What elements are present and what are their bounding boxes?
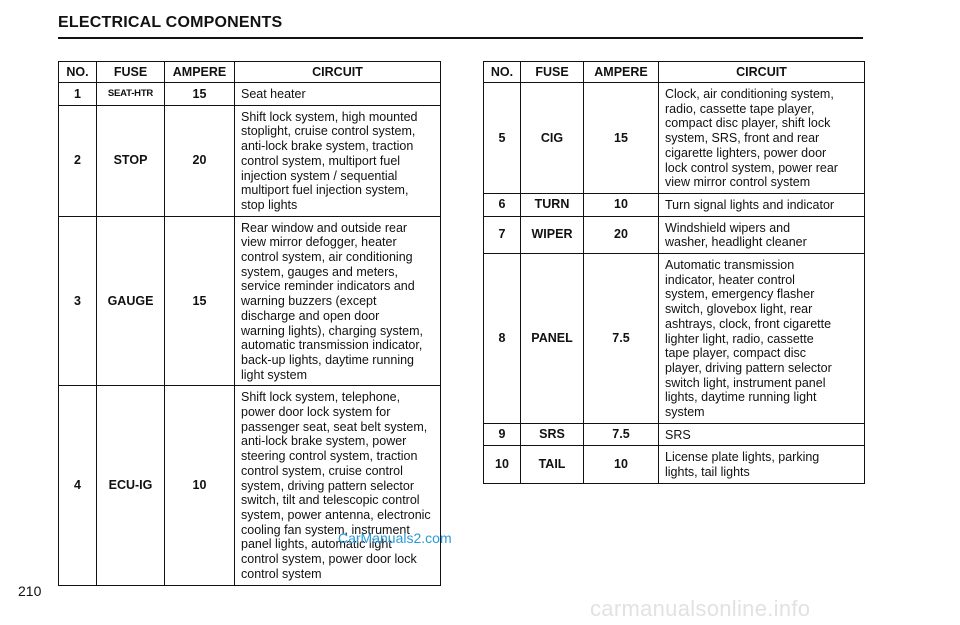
fuse-number: 8 [484, 254, 521, 424]
table-row [484, 254, 865, 424]
header-fuse: FUSE [521, 62, 584, 83]
fuse-table-left [58, 61, 441, 586]
fuse-number: 10 [484, 446, 521, 483]
fuse-number: 9 [484, 423, 521, 446]
fuse-ampere: 10 [584, 193, 659, 216]
table-header-row [59, 62, 441, 83]
table-row [484, 423, 865, 446]
page-title: ELECTRICAL COMPONENTS [58, 14, 283, 31]
fuse-ampere: 7.5 [584, 254, 659, 424]
fuse-number: 3 [59, 216, 97, 386]
fuse-table-right [483, 61, 865, 484]
fuse-circuit: Seat heater [235, 83, 441, 106]
fuse-number: 5 [484, 83, 521, 194]
table-row [484, 446, 865, 483]
fuse-name: WIPER [521, 216, 584, 253]
fuse-name: ECU-IG [97, 386, 165, 585]
fuse-circuit: Clock, air conditioning system, radio, cassette tape player, compact disc player, shift lock system, SRS, front and rear cigarette lighters, power door lock control system, power rear view mirror control system [659, 83, 865, 194]
fuse-circuit: Shift lock system, telephone, power door lock system for passenger seat, seat belt system, anti-lock brake system, power steering control system, traction control system, cruise control system, driving pattern selector switch, tilt and telescopic control system, power antenna, electronic cooling fan system, instrument panel lights, automatic light control system, power door lock control system [235, 386, 441, 585]
header-ampere: AMPERE [584, 62, 659, 83]
fuse-name: GAUGE [97, 216, 165, 386]
fuse-ampere: 10 [584, 446, 659, 483]
header-circuit: CIRCUIT [659, 62, 865, 83]
page-number: 210 [18, 583, 42, 599]
fuse-circuit: Shift lock system, high mounted stoplight, cruise control system, anti-lock brake system, traction control system, multiport fuel injection system / sequential multiport fuel injection system, stop lights [235, 105, 441, 216]
fuse-name: CIG [521, 83, 584, 194]
table-row [484, 83, 865, 194]
fuse-circuit: License plate lights, parking lights, tail lights [659, 446, 865, 483]
table-row [59, 216, 441, 386]
fuse-circuit: Automatic transmission indicator, heater control system, emergency flasher switch, glovebox light, rear ashtrays, clock, front cigarette lighter light, radio, cassette tape player, compact disc player, driving pattern selector switch light, instrument panel lights, daytime running light system [659, 254, 865, 424]
table-header-row [484, 62, 865, 83]
fuse-ampere: 20 [584, 216, 659, 253]
fuse-circuit: SRS [659, 423, 865, 446]
watermark-site: CarManuals2.com [338, 530, 452, 546]
table-row [59, 83, 441, 106]
fuse-ampere: 15 [165, 216, 235, 386]
header-circuit: CIRCUIT [235, 62, 441, 83]
header-no: NO. [59, 62, 97, 83]
fuse-number: 6 [484, 193, 521, 216]
header-ampere: AMPERE [165, 62, 235, 83]
fuse-name: STOP [97, 105, 165, 216]
table-row [484, 193, 865, 216]
fuse-number: 2 [59, 105, 97, 216]
watermark-footer: carmanualsonline.info [590, 596, 811, 621]
fuse-name: TAIL [521, 446, 584, 483]
fuse-circuit: Rear window and outside rear view mirror defogger, heater control system, air conditioning system, gauges and meters, service reminder indicators and warning buzzers (except discharge and open door warning lights), charging system, automatic transmission indicator, back-up lights, daytime running light system [235, 216, 441, 386]
fuse-ampere: 20 [165, 105, 235, 216]
table-row [59, 386, 441, 585]
fuse-ampere: 15 [165, 83, 235, 106]
table-row [59, 105, 441, 216]
fuse-circuit: Turn signal lights and indicator [659, 193, 865, 216]
fuse-ampere: 15 [584, 83, 659, 194]
fuse-ampere: 7.5 [584, 423, 659, 446]
fuse-number: 4 [59, 386, 97, 585]
fuse-circuit: Windshield wipers and washer, headlight cleaner [659, 216, 865, 253]
fuse-number: 7 [484, 216, 521, 253]
fuse-name: TURN [521, 193, 584, 216]
fuse-name: PANEL [521, 254, 584, 424]
fuse-name: SEAT-HTR [97, 83, 165, 106]
fuse-number: 1 [59, 83, 97, 106]
table-row [484, 216, 865, 253]
fuse-ampere: 10 [165, 386, 235, 585]
title-rule [58, 37, 863, 39]
header-no: NO. [484, 62, 521, 83]
fuse-name: SRS [521, 423, 584, 446]
header-fuse: FUSE [97, 62, 165, 83]
